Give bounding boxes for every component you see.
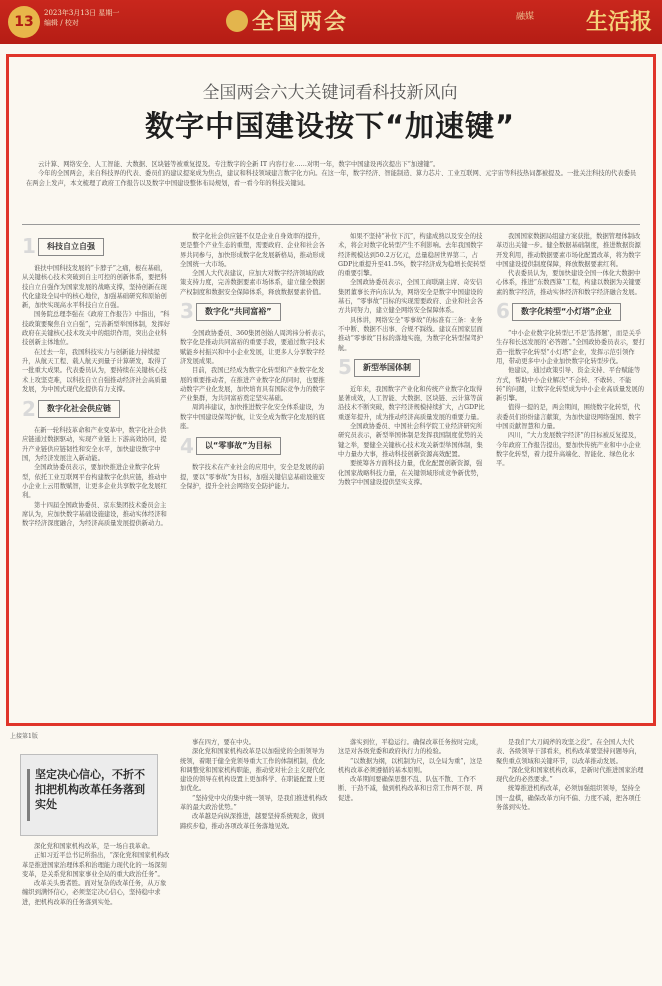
section-title: 数字化“共同富裕” [196, 303, 281, 321]
intro-paragraph-2: 今年的全国两会，来自科技界的代表、委员们的建议提案成为焦点，建议和科技领域建言数字化方向。在这一年，数字经济、智能制造、算力芯片、工业互联网、元宇宙等科技热词都被提及。一批关注科技的代表委员在两会上发声，本文梳理了政府工作报告以及数字中国建设整体布局规划，看一看今年的科技关键词。 [26, 170, 637, 187]
body-paragraph: 目前，我国已经成为数字化转型和产业数字化发展的重要推动者，在推进产业数字化的同时，也要推动数字产业化发展，加快培育具有国际竞争力的数字产业集群，为共同富裕奠定坚实基础。 [180, 367, 325, 403]
article-column-3 [338, 232, 488, 720]
section-heading [22, 236, 172, 258]
editor-line: 编辑 / 校对 [44, 19, 79, 27]
body-paragraph: 他建议，通过政策引导、资金支持、平台赋能等方式，帮助中小企业解决“不会转、不敢转、不能转”的问题，让数字化转型成为中小企业高质量发展的新引擎。 [496, 367, 645, 403]
body-paragraph: 改革关头勇者胜。面对复杂的改革任务，从万象缠织到满怀信心，必须坚定决心信心，坚持稳中求进，把机构改革的任务落到实处。 [22, 880, 167, 906]
section-number: 4 [180, 433, 194, 458]
issue-date [44, 8, 154, 28]
paper-name: 生活报 [585, 9, 652, 35]
section-heading [22, 398, 172, 420]
intro-divider [22, 224, 640, 225]
body-paragraph: 如果不坚持“补位下沉”，构建成熟以及安全的技术，将会对数字化转型产生不利影响。去年我国数字经济规模达到50.2万亿元，总量稳居世界第二，占GDP比重提升至41.5%，数字经济成为稳增长促转型的重要引擎。 [338, 233, 486, 278]
lower-column-4 [496, 738, 646, 980]
body-paragraph: 数字技术在产业社会的应用中，安全是发展的前提，要以“零事故”为目标，加强关键信息基础设施安全保护，提升全社会网络安全防护能力。 [180, 464, 325, 490]
section-number: 1 [22, 234, 36, 259]
body-paragraph: 改革越是向纵深推进，越要坚持系统观念，做到蹄疾步稳，推动各项改革任务落地见效。 [180, 813, 325, 830]
body-paragraph: 全国政协委员表示，全国工商联副主席、奇安信集团董事长齐向东认为，网络安全是数字中国建设的基石，“零事故”目标的实现需要政府、企业和社会各方共同努力，建立健全网络安全保障体系。 [338, 279, 483, 315]
body-paragraph: 深化党和国家机构改革，是一场自我革命。 [34, 843, 154, 850]
body-paragraph: “深化党和国家机构改革，是新时代推进国家治理现代化的必然要求。” [496, 766, 644, 784]
section-title: 数字化转型“小灯塔”企业 [512, 303, 621, 321]
body-paragraph: “以数据为纲，以机制为尺，以全局为重”，这是机构改革必须遵循的基本原则。 [338, 757, 483, 774]
section-title: 新型举国体制 [354, 359, 420, 377]
body-paragraph: 全国政协委员、中国社会科学院工业经济研究所研究员表示，新型举国体制是发挥我国制度优势的关键之举，要健全关键核心技术攻关新型举国体制，集中力量办大事，推动科技创新资源高效配置。 [338, 423, 483, 458]
newspaper-banner [0, 0, 662, 44]
body-paragraph: 值得一提的是，两会期间，围绕数字化转型，代表委员们纷纷建言献策，为加快建设网络强国、数字中国贡献智慧和力量。 [496, 404, 641, 431]
feature-headline: 坚定决心信心，不折不扣把机构改革任务落到实处 [35, 768, 145, 811]
article-intro [26, 160, 638, 188]
body-paragraph: 全国政协委员表示，要加快推进企业数字化转型，依托工业互联网平台构建数字化供应链，推动中小企业上云用数赋智，让更多企业共享数字化发展红利。 [22, 464, 167, 500]
body-paragraph: 在过去一年，我国科技实力与创新能力持续提升，从航天工程、载人航天到量子计算研发，取得了一批重大成果。代表委员认为，要持续在关键核心技术上攻坚克难，以科技自立自强推动经济社会高质量发展，为中国式现代化提供有力支撑。 [22, 348, 167, 393]
article-column-2 [180, 232, 330, 720]
body-paragraph: 我国国家数据局组建方案获批，数据管理体制改革迈出关键一步。健全数据基础制度，推进数据资源开发利用，推动数据要素市场化配置改革，将为数字中国建设提供制度保障，释放数据要素红利。 [496, 233, 641, 268]
article-kicker: 全国两会六大关键词看科技新风向 [202, 83, 458, 103]
feature-headline-box [20, 754, 158, 836]
paper-subtitle: 融媒 [515, 12, 534, 22]
article-headline: 数字中国建设按下“加速键” [144, 109, 516, 143]
body-paragraph: 四川，“大力发展数字经济”的目标被反复提及，今年政府工作报告提出，要加快传统产业和中小企业数字化转型，着力提升高端化、智能化、绿色化水平。 [496, 432, 641, 468]
body-paragraph: “中小企业数字化转型已不是‘选择题’，而是关乎生存和长远发展的‘必答题’。”全国政协委员表示，要打造一批数字化转型“小灯塔”企业，发挥示范引领作用，带动更多中小企业加快数字化转型步伐。 [496, 330, 645, 365]
feature-accent-bar [27, 769, 30, 821]
lower-column-1 [22, 842, 172, 980]
section-number: 6 [496, 299, 510, 324]
body-paragraph: 代表委员认为，要加快建设全国一体化大数据中心体系，推进“东数西算”工程，构建以数据为关键要素的数字经济，推动实体经济和数字经济融合发展。 [496, 270, 641, 296]
national-emblem-icon [226, 10, 248, 32]
body-paragraph: 数字化社会供应链不仅是企业自身效率的提升，更是整个产业生态的重塑，需要政府、企业和社会各界共同参与，加快形成数字化发展新格局，推动形成全国统一大市场。 [180, 233, 325, 268]
article-column-4 [496, 232, 646, 720]
body-paragraph: 周鸿祎建议，加快推进数字化安全体系建设，为数字中国建设保驾护航，让安全成为数字化发展的底座。 [180, 404, 325, 431]
body-paragraph: 具体讲，网络安全“零事故”的标准有三条：业务不中断、数据不出事、合规不踩线。建议在国家层面推动“零事故”目标的落地实施，为数字化转型保驾护航。 [338, 316, 483, 352]
body-paragraph: 要统筹各方面科技力量，优化配置创新资源，强化国家战略科技力量，在关键领域形成竞争新优势，为数字中国建设提供坚实支撑。 [338, 460, 483, 486]
body-paragraph: 全国政协委员、360集团创始人周鸿祎分析表示，数字化是推动共同富裕的重要手段，要通过数字技术赋能乡村振兴和中小企业发展，让更多人分享数字经济发展成果。 [180, 330, 330, 365]
section-heading [180, 301, 330, 323]
section-number: 5 [338, 355, 352, 380]
body-paragraph: 第十四届全国政协委员、京东集团技术委员会主席认为，应加快数字基础设施建设，推动实体经济和数字经济深度融合，为经济高质量发展提供新动力。 [22, 501, 167, 528]
intro-paragraph-1: 云计算、网络安全、人工智能、大数据、区块链等被重复提及。专注数字的全新 IT 内容行业……对明一年，数字中国建设再次提出下“加速键”。 [38, 161, 440, 168]
section-title: 以“零事故”为目标 [196, 437, 281, 455]
body-paragraph: 统筹推进机构改革，必须加强组织领导，坚持全国一盘棋，确保改革方向不偏、力度不减，把各项任务落到实处。 [496, 785, 641, 812]
article-column-1 [22, 232, 172, 720]
lower-column-3 [338, 738, 488, 980]
body-paragraph: 全国人大代表建议，应加大对数字经济领域的政策支持力度，完善数据要素市场体系，建立健全数据产权制度和数据安全保障体系，释放数据要素价值。 [180, 270, 325, 296]
body-paragraph: 近年来，我国数字产业化和传统产业数字化取得显著成效，人工智能、大数据、区块链、云计算等前沿技术不断突破，数字经济规模持续扩大，占GDP比重逐年提升，成为推动经济高质量发展的重要力量。 [338, 385, 485, 421]
continued-mark: 上接第1版 [10, 733, 38, 740]
body-paragraph: 正如习近平总书记所指出，“深化党和国家机构改革是推进国家治理体系和治理能力现代化的一场深刻变革，是关系党和国家事业全局的重大政治任务”。 [22, 852, 170, 878]
lower-column-2 [180, 738, 330, 980]
section-title: 全国两会 [252, 9, 349, 35]
body-paragraph: 落实到位，平稳运行。确保改革任务按时完成，这是对各级党委和政府执行力的检验。 [338, 739, 483, 756]
section-number: 3 [180, 299, 194, 324]
body-paragraph: 在新一轮科技革命和产业变革中，数字化社会供应链通过数据驱动，实现产业链上下游高效协同，提升产业链供应链韧性和安全水平，加快建设数字中国，为经济发展注入新动能。 [22, 427, 167, 463]
section-heading [180, 435, 330, 457]
body-paragraph: 谁扶中国科技发展的“卡脖子”之痛，根在基础，从关键核心技术突破到自主可控的创新体系，要把科技自立自强作为国家发展的战略支撑，坚持创新在现代化建设全局中的核心地位，加强基础研究和原始创新，加快实现高水平科技自立自强。 [22, 265, 167, 310]
section-title: 数字化社会供应链 [38, 400, 120, 418]
body-paragraph: 事在四方，要在中央。 [192, 739, 255, 746]
body-paragraph: 国务院总理李强在《政府工作报告》中指出，“科技政策要聚焦自立自强”，完善新型举国体制，发挥好政府在关键核心技术攻关中的组织作用，突出企业科技创新主体地位。 [22, 311, 171, 347]
section-heading [496, 301, 646, 323]
body-paragraph: 深化党和国家机构改革是以加强党的全面领导为统领，着眼于健全党领导重大工作的体制机制，优化和调整党和国家机构职能，推动党对社会主义现代化建设的领导在机构设置上更加科学、在职能配置上更加优化。 [180, 748, 325, 793]
body-paragraph: “坚持党中央的集中统一领导，是我们推进机构改革的最大政治优势。” [180, 794, 328, 812]
body-paragraph: 是我们“大刀阔斧的攻坚之役”。在全国人大代表、各级领导干部看来，机构改革要坚持问题导向，聚焦重点领域和关键环节，以改革推动发展。 [496, 739, 641, 765]
body-paragraph: 改革期间要确保思想不乱、队伍不散、工作不断、干劲不减，做到机构改革和日常工作两不误、两促进。 [338, 776, 483, 802]
section-number: 2 [22, 396, 36, 421]
page-number-badge: 13 [8, 6, 40, 38]
date-line: 2023年3月13日 星期一 [44, 9, 120, 17]
section-heading [338, 357, 488, 379]
section-title: 科技自立自强 [38, 238, 104, 256]
